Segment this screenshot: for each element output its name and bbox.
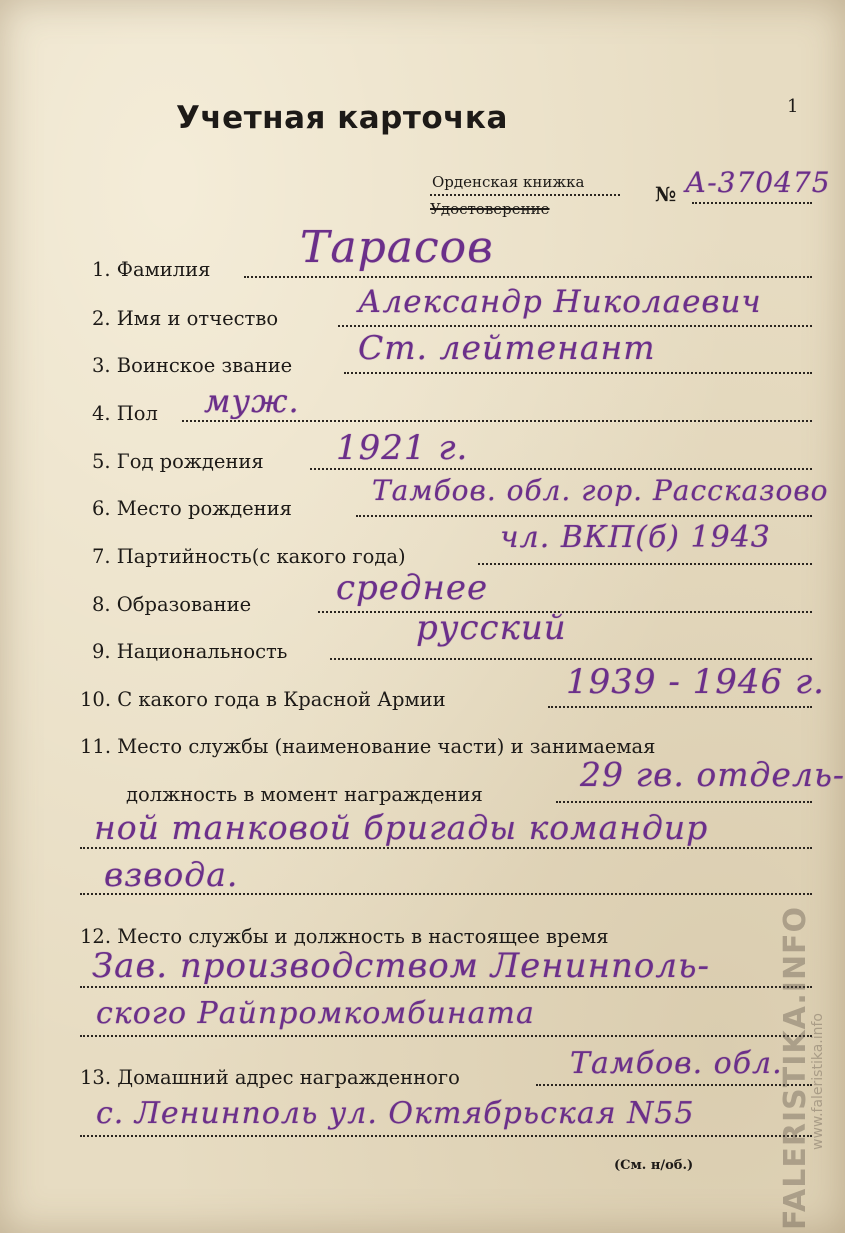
field-12-value-line2: ского Райпромкомбината	[96, 996, 535, 1031]
see-reverse-note: (См. н/об.)	[614, 1158, 694, 1173]
field-4-label: 4. Пол	[92, 402, 158, 425]
field-12-line-1	[80, 986, 812, 988]
field-2-value: Александр Николаевич	[358, 284, 762, 320]
field-11-value-line1: 29 гв. отдель-	[580, 755, 845, 794]
order-book-underline	[430, 194, 620, 196]
field-2-label: 2. Имя и отчество	[92, 307, 279, 330]
field-12-label: 12. Место службы и должность в настоящее время	[80, 925, 609, 948]
field-6-value: Тамбов. обл. гор. Рассказово	[372, 474, 829, 507]
field-4-value: муж.	[204, 382, 300, 420]
field-1-label: 1. Фамилия	[92, 258, 211, 281]
field-5-line	[310, 468, 812, 470]
field-11-value-line3: взвода.	[104, 855, 239, 894]
watermark-text: FALERISTIKA.INFO	[778, 905, 813, 1230]
number-underline	[692, 202, 812, 204]
field-11-label-line2: должность в момент награждения	[126, 783, 483, 806]
field-11-label-line1: 11. Место службы (наименование части) и занимаемая	[80, 735, 656, 758]
field-13-line-2	[80, 1135, 812, 1137]
field-11-line-2	[80, 847, 812, 849]
field-13-line-1	[536, 1084, 812, 1086]
field-7-value: чл. ВКП(б) 1943	[500, 520, 771, 555]
field-11-value-line2: ной танковой бригады командир	[94, 808, 709, 847]
field-3-line	[344, 372, 812, 374]
field-5-label: 5. Год рождения	[92, 450, 264, 473]
field-10-line	[548, 706, 812, 708]
field-6-label: 6. Место рождения	[92, 497, 292, 520]
field-10-label: 10. С какого года в Красной Армии	[80, 688, 446, 711]
certificate-label: Удостоверение	[430, 200, 550, 218]
field-13-value-line1: Тамбов. обл.	[570, 1046, 783, 1081]
card-title: Учетная карточка	[176, 100, 508, 136]
field-8-value: среднее	[336, 568, 489, 608]
field-2-line	[338, 325, 812, 327]
number-sign: №	[655, 183, 677, 206]
watermark-url: www.faleristika.info	[810, 1013, 826, 1150]
field-10-value: 1939 - 1946 г.	[566, 662, 825, 702]
field-13-label: 13. Домашний адрес награжденного	[80, 1066, 460, 1089]
order-book-label: Орденская книжка	[432, 173, 585, 191]
field-3-value: Ст. лейтенант	[358, 328, 656, 367]
field-1-value: Тарасов	[300, 222, 494, 273]
field-7-line	[478, 563, 812, 565]
field-12-line-2	[80, 1035, 812, 1037]
field-9-label: 9. Национальность	[92, 640, 288, 663]
field-7-label: 7. Партийность(с какого года)	[92, 545, 406, 568]
field-5-value: 1921 г.	[336, 428, 469, 468]
field-3-label: 3. Воинское звание	[92, 354, 293, 377]
order-book-number: А-370475	[685, 166, 831, 199]
field-8-label: 8. Образование	[92, 593, 252, 616]
field-9-line	[330, 658, 812, 660]
field-11-line-3	[80, 893, 812, 895]
field-11-line-1	[556, 801, 812, 803]
page-number: 1	[787, 96, 799, 117]
field-13-value-line2: с. Ленинполь ул. Октябрьская N55	[96, 1096, 695, 1131]
field-9-value: русский	[416, 608, 567, 648]
field-4-line	[182, 420, 812, 422]
field-6-line	[356, 515, 812, 517]
field-1-line	[244, 276, 812, 278]
field-12-value-line1: Зав. производством Ленинполь-	[92, 946, 710, 986]
